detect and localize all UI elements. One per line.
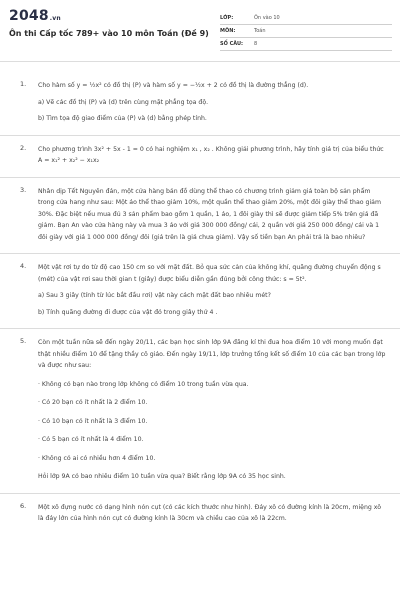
question-number: 4.	[20, 262, 27, 270]
bullet-item: · Có 5 bạn có ít nhất là 4 điểm 10.	[38, 436, 144, 443]
question-part-a: a) Sau 3 giây (tính từ lúc bắt đầu rơi) vật này cách mặt đất bao nhiêu mét?	[38, 292, 271, 299]
question-part-a: a) Vẽ các đồ thị (P) và (d) trên cùng mặt phẳng tọa độ.	[38, 98, 209, 106]
bullet-item: · Không có ai có nhiều hơn 4 điểm 10.	[38, 454, 156, 462]
meta-value: Toán	[254, 28, 266, 34]
question-2	[0, 136, 400, 178]
question-3	[0, 178, 400, 255]
question-text: Còn một tuần nữa sẽ đến ngày 20/11, các bạn học sinh lớp 9A đăng kí thi đua hoa điểm 10 với mong muốn đạt thật nhiều điểm 10 để tặng thầy cô giáo. Đến ngày 19/11, lớp trưởng tổng kết số điểm 10 của các bạn trong lớp và được như sau:	[38, 339, 386, 369]
bullet-item: · Có 20 bạn có ít nhất là 2 điểm 10.	[38, 399, 148, 406]
meta-label: LỚP:	[220, 15, 234, 21]
meta-value: 8	[254, 41, 258, 47]
bullet-item: · Không có bạn nào trong lớp không có điểm 10 trong tuần vừa qua.	[38, 380, 249, 388]
question-text: Một xô đựng nước có dạng hình nón cụt (có các kích thước như hình). Đáy xô có đường kính là 20cm, miệng xô là đáy lớn của hình nón cụt có đường kính là 30cm và chiều cao của xô là 22cm.	[38, 503, 382, 522]
meta-row-subject	[220, 25, 392, 38]
question-5	[0, 329, 400, 494]
site-logo[interactable]	[9, 8, 61, 24]
question-list	[0, 72, 400, 535]
question-text: Một vật rơi tự do từ độ cao 150 cm so với mặt đất. Bỏ qua sức cản của không khí, quãng đường chuyển động s (mét) của vật rơi sau thời gian t (giây) được biểu diễn gần đúng bởi công thức: s = 5t².	[38, 264, 381, 283]
page-header	[0, 0, 400, 62]
document-title: Ôn thi Cấp tốc 789+ vào 10 môn Toán (Đề 9)	[9, 29, 209, 38]
logo-text: 2048	[9, 8, 49, 24]
question-number: 6.	[20, 501, 27, 510]
bullet-item: · Có 10 bạn có ít nhất là 3 điểm 10.	[38, 417, 148, 425]
meta-row-class	[220, 12, 392, 25]
exam-meta	[220, 12, 392, 51]
question-number: 2.	[20, 143, 27, 152]
question-1	[0, 72, 400, 136]
question-closing: Hỏi lớp 9A có bao nhiêu điểm 10 tuần vừa qua? Biết rằng lớp 9A có 35 học sinh.	[38, 473, 286, 480]
question-number: 1.	[20, 80, 27, 88]
question-6	[0, 494, 400, 535]
question-number: 5.	[20, 337, 27, 345]
question-text: Cho phương trình 3x² + 5x - 1 = 0 có hai nghiệm x₁ , x₂ . Không giải phương trình, hãy tính giá trị của biểu thức A = x₁² + x₂² − x₁x₂	[38, 145, 384, 164]
logo-suffix: .vn	[49, 15, 61, 22]
meta-row-count	[220, 38, 392, 51]
meta-label: MÔN:	[220, 28, 236, 34]
question-number: 3.	[20, 185, 27, 194]
question-text: Cho hàm số y = ½x² có đồ thị (P) và hàm số y = −½x + 2 có đồ thị là đường thẳng (d).	[38, 82, 309, 89]
meta-value: Ôn vào 10	[254, 15, 280, 21]
question-text: Nhân dịp Tết Nguyên đán, một cửa hàng bán đồ dùng thể thao có chương trình giảm giá toàn bộ sản phẩm trong cửa hang như sau: Một áo thể thao giảm 10%, một quần thể thao giảm 20%, một đôi giày thể thao giảm 30%. Đặc biệt nếu mua đủ 3 sản phẩm bao gồm 1 quần, 1 áo, 1 đôi giày thì sẽ được giảm tiếp 5% trên giá đã giảm. Bạn An vào cửa hàng này và mua 3 áo với giá 300 000 đồng/ cái, 2 quần với giá 250 000 đồng/ cái và 1 đôi giày với giá 1 000 000 đồng/ đôi (giá trên là giá chưa giảm). Vậy số tiền bạn An phải trả là bao nhiêu?	[38, 187, 381, 241]
question-4	[0, 254, 400, 329]
meta-label: SỐ CÂU:	[220, 41, 244, 47]
question-part-b: b) Tìm tọa độ giao điểm của (P) và (d) bằng phép tính.	[38, 115, 207, 122]
question-part-b: b) Tính quãng đường đi được của vật đó trong giây thứ 4 .	[38, 308, 218, 316]
